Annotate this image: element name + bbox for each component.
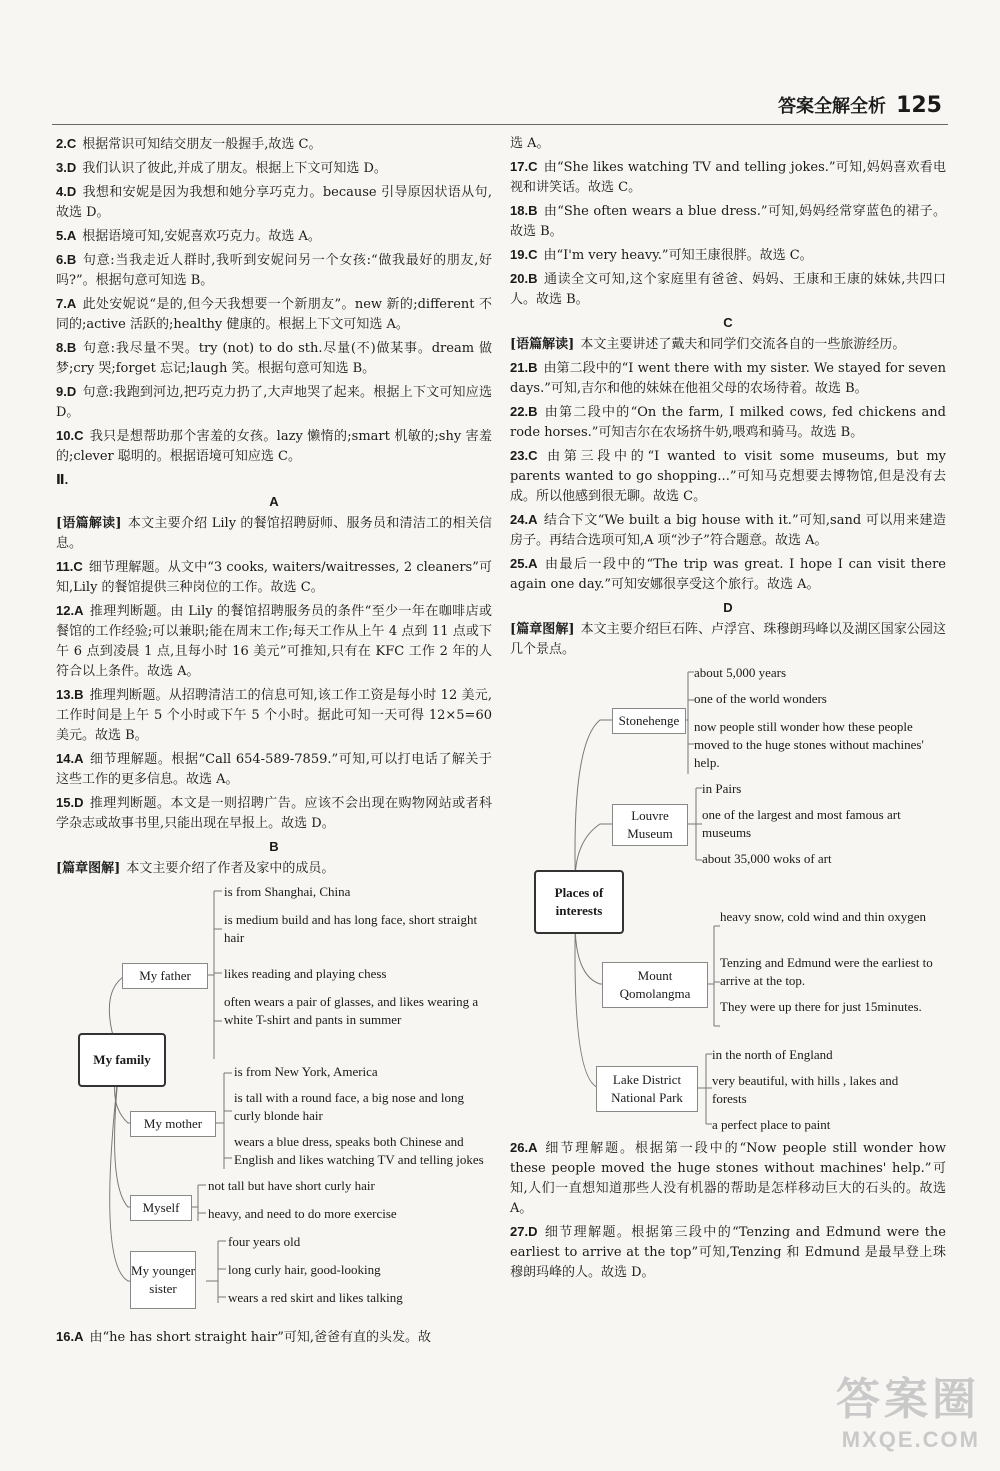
mother-note: wears a blue dress, speaks both Chinese and English and likes watching TV and telling jokes [234, 1134, 484, 1167]
answer-item: 5.A 根据语境可知,安妮喜欢巧克力。故选 A。 [56, 228, 321, 244]
lake-note: very beautiful, with hills , lakes and forests [712, 1073, 899, 1106]
myself-note: not tall but have short curly hair [208, 1178, 375, 1193]
header-title: 答案全解全析 [778, 96, 887, 117]
answer-item: 10.C 我只是想帮助那个害羞的女孩。lazy 懒惰的;smart 机敏的;shy 害羞的;clever 聪明的。根据语境可知应选 C。 [56, 428, 492, 464]
answer-item: 15.D 推理判断题。本文是一则招聘广告。应该不会出现在购物网站或者科学杂志或故事书里,只能出现在早报上。故选 D。 [56, 795, 492, 831]
answer-item: 26.A 细节理解题。根据第一段中的“Now people still wonder how these people moved the huge stones without machines' help.”可知,人们一直想知道那些人没有机器的帮助是怎样移动巨大的石头的。故选 A。 [510, 1140, 946, 1216]
answers-11-15 [56, 557, 492, 834]
stonehenge-note: about 5,000 years [694, 665, 787, 680]
map-node-louvre: Louvre Museum [612, 804, 688, 846]
answer-item: 13.B 推理判断题。从招聘清洁工的信息可知,该工作工资是每小时 12 美元,工作时间是上午 5 个小时或下午 5 个小时。据此可知一天可得 12×5=60 美元。故选 B。 [56, 687, 492, 743]
father-note: often wears a pair of glasses, and likes wearing a white T-shirt and pants in summer [224, 994, 479, 1027]
sister-note: wears a red skirt and likes talking [228, 1290, 403, 1305]
stonehenge-note: one of the world wonders [694, 691, 827, 706]
myself-note: heavy, and need to do more exercise [208, 1206, 397, 1221]
answer-continuation: 选 A。 [510, 136, 550, 151]
map-node-mother: My mother [130, 1111, 216, 1137]
answer-item: 18.B 由“She often wears a blue dress.”可知,妈妈经常穿蓝色的裙子。故选 B。 [510, 203, 946, 239]
answer-item: 21.B 由第二段中的“I went there with my sister. We stayed for seven days.”可知,吉尔和他的妹妹在他祖父母的农场待着。故选 B。 [510, 360, 946, 396]
answer-item: 8.B 句意:我尽量不哭。try (not) to do sth.尽量(不)做某事。dream 做梦;cry 哭;forget 忘记;laugh 笑。根据句意可知选 B。 [56, 340, 492, 376]
answers-17-20 [510, 157, 946, 310]
answer-item: 17.C 由“She likes watching TV and telling jokes.”可知,妈妈喜欢看电视和讲笑话。故选 C。 [510, 159, 946, 195]
map-node-myself: Myself [130, 1195, 192, 1221]
father-note: is medium build and has long face, short straight hair [224, 912, 478, 945]
family-mind-map [56, 883, 492, 1323]
section-intro: [篇章图解] 本文主要介绍巨石阵、卢浮宫、珠穆朗玛峰以及湖区国家公园这几个景点。 [510, 622, 946, 657]
map-node-stonehenge: Stonehenge [612, 708, 686, 734]
answer-item: 22.B 由第二段中的“On the farm, I milked cows, fed chickens and rode horses.”可知吉尔在农场挤牛奶,喂鸡和骑马。故选 B。 [510, 404, 946, 440]
header-rule [52, 124, 948, 125]
left-column [56, 134, 492, 1351]
answer-item: 19.C 由“I'm very heavy.”可知王康很胖。故选 C。 [510, 247, 813, 263]
mother-note: is from New York, America [234, 1064, 378, 1079]
answer-item: 9.D 句意:我跑到河边,把巧克力扔了,大声地哭了起来。根据上下文可知应选 D。 [56, 384, 492, 420]
answer-item: 23.C 由第三段中的“I wanted to visit some museums, but my parents wanted to go shopping...”可知马克想要去博物馆,但是没有去成。所以他感到很无聊。故选 C。 [510, 448, 946, 504]
louvre-note: about 35,000 woks of art [702, 851, 832, 866]
section-heading-d: D [723, 600, 733, 615]
section-heading-a: A [269, 494, 279, 509]
answer-item: 16.A 由“he has short straight hair”可知,爸爸有直的头发。故 [56, 1329, 432, 1345]
part-label: Ⅱ. [56, 472, 69, 487]
answer-item: 2.C 根据常识可知结交朋友一般握手,故选 C。 [56, 136, 322, 152]
section-heading-c: C [723, 315, 733, 330]
section-intro: [语篇解读] 本文主要介绍 Lily 的餐馆招聘厨师、服务员和清洁工的相关信息。 [56, 516, 492, 551]
answer-item: 7.A 此处安妮说“是的,但今天我想要一个新朋友”。new 新的;different 不同的;active 活跃的;healthy 健康的。根据上下文可知选 A。 [56, 296, 492, 332]
father-note: is from Shanghai, China [224, 884, 351, 899]
stonehenge-note: now people still wonder how these people moved to the huge stones without machines' help. [694, 719, 924, 770]
places-mind-map [510, 664, 946, 1134]
answer-item: 6.B 句意:当我走近人群时,我听到安妮问另一个女孩:“做我最好的朋友,好吗?”。根据句意可知选 B。 [56, 252, 492, 288]
answer-item: 20.B 通读全文可知,这个家庭里有爸爸、妈妈、王康和王康的妹妹,共四口人。故选 B。 [510, 271, 946, 307]
answers-21-25 [510, 358, 946, 595]
qomolangma-note: Tenzing and Edmund were the earliest to arrive at the top. [720, 955, 933, 988]
map-node-sister: My younger sister [130, 1251, 196, 1309]
answer-item: 24.A 结合下文“We built a big house with it.”可知,sand 可以用来建造房子。再结合选项可知,A 项“沙子”符合题意。故选 A。 [510, 512, 946, 548]
qomolangma-note: heavy snow, cold wind and thin oxygen [720, 909, 927, 924]
mother-note: is tall with a round face, a big nose and long curly blonde hair [234, 1090, 464, 1123]
answer-item: 4.D 我想和安妮是因为我想和她分享巧克力。because 引导原因状语从句,故选 D。 [56, 184, 492, 220]
map-node-lake-district: Lake District National Park [596, 1066, 698, 1112]
section-intro: [语篇解读] 本文主要讲述了戴夫和同学们交流各自的一些旅游经历。 [510, 337, 906, 352]
qomolangma-note: They were up there for just 15minutes. [720, 999, 922, 1014]
lake-note: a perfect place to paint [712, 1117, 831, 1132]
answer-item: 12.A 推理判断题。由 Lily 的餐馆招聘服务员的条件“至少一年在咖啡店或餐馆的工作经验;可以兼职;能在周末工作;每天工作从上午 4 点到 11 点或下午 6 点到凌晨 1 点,且每小时 16 美元”可推知,只有在 KFC 工作 2 年的人符合以上条件。故选 A。 [56, 603, 492, 679]
map-root: Places of interests [534, 870, 624, 934]
answers-26-27 [510, 1138, 946, 1283]
answer-item: 3.D 我们认识了彼此,并成了朋友。根据上下文可知选 D。 [56, 160, 387, 176]
answer-item: 14.A 细节理解题。根据“Call 654-589-7859.”可知,可以打电话了解关于这些工作的更多信息。故选 A。 [56, 751, 492, 787]
section-heading-b: B [269, 839, 279, 854]
louvre-note: one of the largest and most famous art museums [702, 807, 901, 840]
sister-note: four years old [228, 1234, 301, 1249]
watermark-logo: 答案圈 [836, 1375, 980, 1424]
map-node-qomolangma: Mount Qomolangma [602, 962, 708, 1008]
father-note: likes reading and playing chess [224, 966, 387, 981]
page-header [778, 92, 942, 118]
map-root: My family [78, 1033, 166, 1087]
site-watermark [836, 1363, 980, 1453]
sister-note: long curly hair, good-looking [228, 1262, 381, 1277]
answer-item: 27.D 细节理解题。根据第三段中的“Tenzing and Edmund were the earliest to arrive at the top”可知,Tenzing 和 Edmund 是最早登上珠穆朗玛峰的人。故选 D。 [510, 1224, 946, 1280]
answers-2-10 [56, 134, 492, 467]
page-number: 125 [896, 93, 942, 118]
lake-note: in the north of England [712, 1047, 833, 1062]
map-node-father: My father [122, 963, 208, 989]
section-intro: [篇章图解] 本文主要介绍了作者及家中的成员。 [56, 861, 335, 876]
answer-item: 11.C 细节理解题。从文中“3 cooks, waiters/waitresses, 2 cleaners”可知,Lily 的餐馆提供三种岗位的工作。故选 C。 [56, 559, 492, 595]
right-column [510, 134, 946, 1286]
answer-item: 25.A 由最后一段中的“The trip was great. I hope I can visit there again one day.”可知安娜很享受这个旅行。故选 A。 [510, 556, 946, 592]
louvre-note: in Pairs [702, 781, 742, 796]
watermark-site: MXQE.COM [841, 1427, 980, 1452]
